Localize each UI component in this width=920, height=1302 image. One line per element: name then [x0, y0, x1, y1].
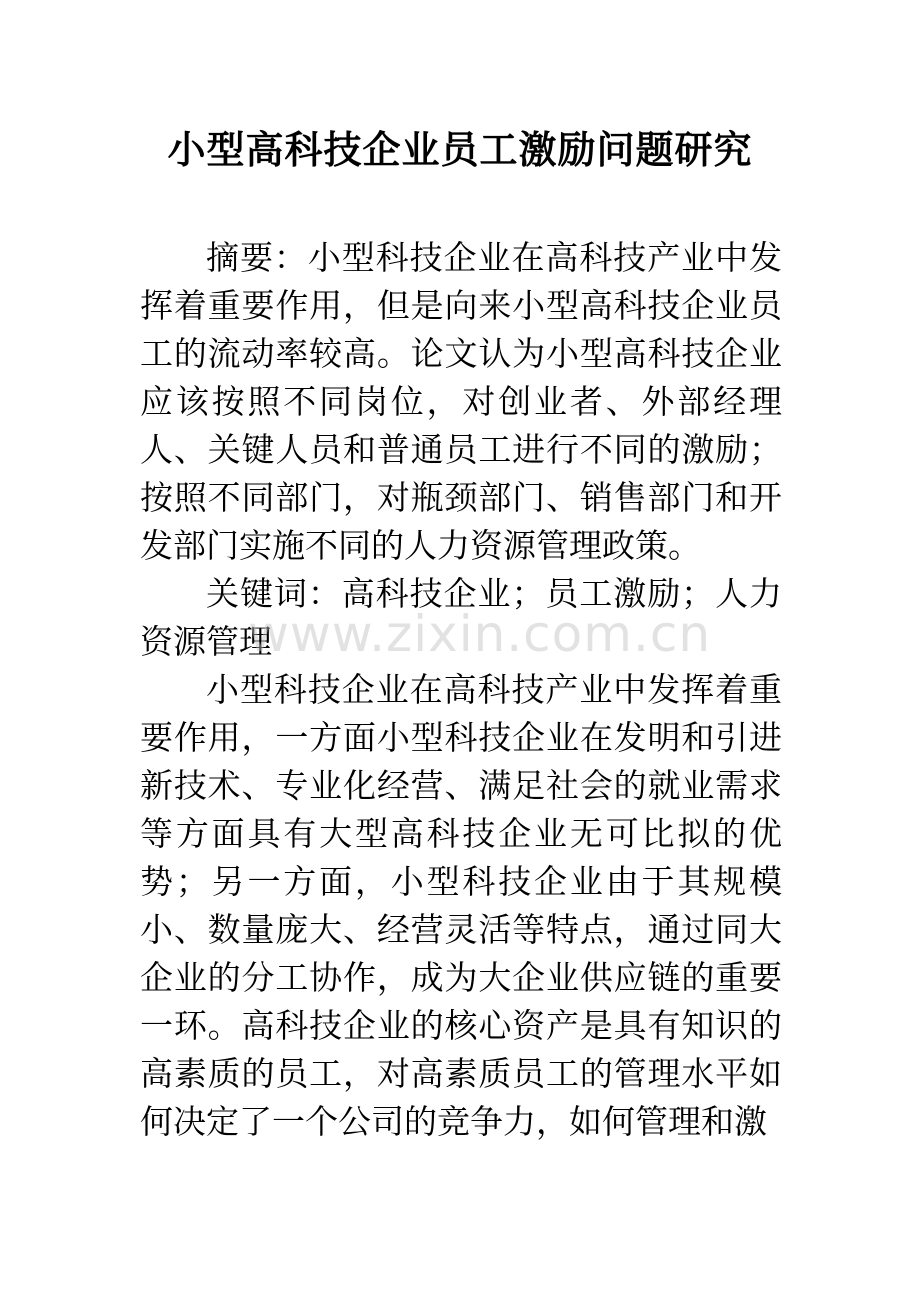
document-body [140, 234, 782, 1146]
document-title: 小型高科技企业员工激励问题研究 [167, 127, 753, 172]
watermark: www.zixin.com.cn [248, 605, 712, 663]
abstract-paragraph: 摘要：小型科技企业在高科技产业中发挥着重要作用，但是向来小型高科技企业员工的流动率较高。论文认为小型高科技企业应该按照不同岗位，对创业者、外部经理人、关键人员和普通员工进行不同的激励；按照不同部门，对瓶颈部门、销售部门和开发部门实施不同的人力资源管理政策。 [140, 238, 782, 565]
body-paragraph: 小型科技企业在高科技产业中发挥着重要作用，一方面小型科技企业在发明和引进新技术、专业化经营、满足社会的就业需求等方面具有大型高科技企业无可比拟的优势；另一方面，小型科技企业由于其规模小、数量庞大、经营灵活等特点，通过同大企业的分工协作，成为大企业供应链的重要一环。高科技企业的核心资产是具有知识的高素质的员工，对高素质员工的管理水平如何决定了一个公司的竞争力，如何管理和激 [140, 670, 782, 1141]
keywords-paragraph: 关键词：高科技企业；员工激励；人力资源管理 [140, 574, 782, 661]
